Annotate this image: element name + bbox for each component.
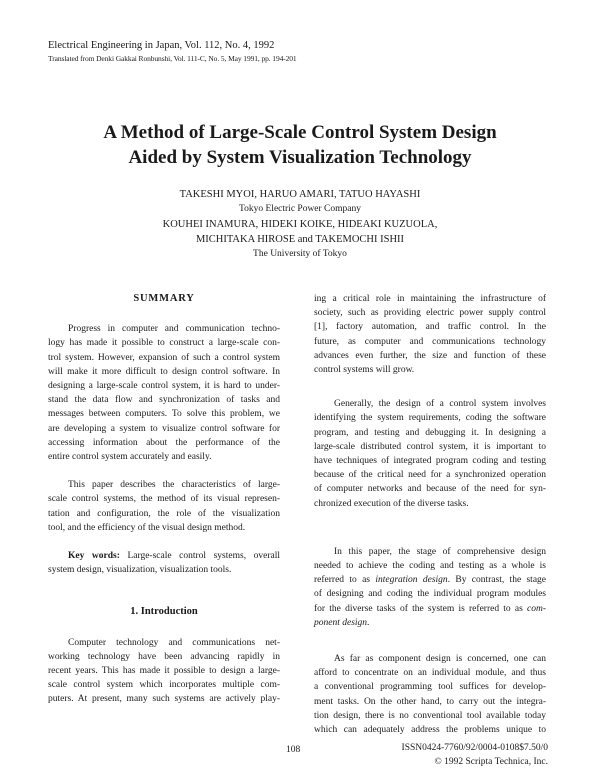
text-line: scale control systems, the method of its visual represen- xyxy=(48,494,280,505)
keywords xyxy=(48,549,280,577)
keywords-label: Key words: xyxy=(68,551,120,562)
text-line: Progress in computer and communication techno- xyxy=(68,324,280,335)
intro-paragraph-1-continued xyxy=(314,292,546,377)
authors-line-3: MICHITAKA HIROSE and TAKEMOCHI ISHII xyxy=(195,234,405,245)
text-line: because of the critical need for a synchronized operation xyxy=(314,470,546,481)
text-line: will make it more difficult to design control software. In xyxy=(48,366,280,377)
text-line: of designing and coding the individual program modules xyxy=(314,589,546,600)
journal-citation: Electrical Engineering in Japan, Vol. 112, No. 4, 1992 xyxy=(48,40,275,51)
text-segment: for the diverse tasks of the system is referred to as xyxy=(314,603,527,614)
text-line: society, such as providing electric power supply control xyxy=(314,308,546,319)
text-line: advances even further, the size and function of these xyxy=(314,350,546,361)
summary-paragraph-1 xyxy=(48,322,280,464)
text-line: are developing a system to visualize control software for xyxy=(48,423,280,434)
summary-paragraph-2 xyxy=(48,478,280,535)
issn: ISSN0424-7760/92/0004-0108$7.50/0 xyxy=(401,743,548,753)
text-line: system design, visualization, visualization tools. xyxy=(48,565,232,576)
keywords-text: Large-scale control systems, overall xyxy=(127,551,281,562)
text-line: tool, and the efficiency of the visual design method. xyxy=(48,522,246,533)
text-line: a conventional programming tool suffices for develop- xyxy=(314,682,546,693)
text-line: Computer technology and communications net- xyxy=(68,637,280,648)
text-line: Generally, the design of a control system involves xyxy=(334,399,546,410)
text-line xyxy=(314,616,546,630)
authors-line-1: TAKESHI MYOI, HARUO AMARI, TATUO HAYASHI xyxy=(179,189,421,200)
term-component-design-part2: ponent design xyxy=(314,617,368,628)
paper-title xyxy=(0,120,600,170)
keywords-line xyxy=(48,549,280,563)
affiliation-2: The University of Tokyo xyxy=(253,249,347,259)
text-line: have techniques of integrated program coding and testing xyxy=(314,456,546,467)
text-line: logy has made it possible to construct a large-scale con- xyxy=(48,338,280,349)
page-number: 108 xyxy=(286,745,301,755)
text-line: control systems will grow. xyxy=(314,365,415,376)
text-segment: . By contrast, the stage xyxy=(447,575,547,586)
text-line: program, and testing and debugging it. In designing a xyxy=(314,427,546,438)
summary-heading: SUMMARY xyxy=(133,293,195,304)
right-column xyxy=(314,292,546,737)
text-line: working technology have been advancing rapidly in xyxy=(48,651,280,662)
translation-note: Translated from Denki Gakkai Ronbunshi, Vol. 111-C, No. 5, May 1991, pp. 194-201 xyxy=(48,54,297,63)
text-line: puters. At present, many such systems are actively play- xyxy=(48,694,280,705)
text-line: large-scale distributed control system, it is important to xyxy=(314,441,546,452)
text-line: of computer networks and because of the need for syn- xyxy=(314,484,546,495)
title-line-2: Aided by System Visualization Technology xyxy=(128,147,472,168)
text-line: which can adequately address the problems unique to xyxy=(314,725,546,736)
text-line: entire control system accurately and easily. xyxy=(48,452,212,463)
term-integration-design: integration design xyxy=(375,575,448,586)
text-line: [1], factory automation, and traffic control. In the xyxy=(314,322,546,333)
text-line: As far as component design is concerned, one can xyxy=(334,654,546,665)
text-line: needed to achieve the coding and testing as a whole is xyxy=(314,561,546,572)
text-line: ing a critical role in maintaining the infrastructure of xyxy=(314,294,546,304)
text-line: trol system. However, expansion of such a control system xyxy=(48,352,280,363)
intro-paragraph-1 xyxy=(48,636,280,707)
text-line: In this paper, the stage of comprehensive design xyxy=(334,546,546,557)
text-line xyxy=(314,602,546,616)
text-line: designing a large-scale control system, it is hard to under- xyxy=(48,381,280,392)
text-line: chronized execution of the diverse tasks. xyxy=(314,498,469,509)
text-line: scale control system which incorporates multiple com- xyxy=(48,680,280,691)
text-line xyxy=(314,573,546,587)
intro-paragraph-3 xyxy=(314,545,546,630)
text-line: tion design, there is no conventional tool available today xyxy=(314,710,546,721)
copyright: © 1992 Scripta Technica, Inc. xyxy=(434,757,548,767)
affiliation-1: Tokyo Electric Power Company xyxy=(238,204,361,214)
authors-line-2: KOUHEI INAMURA, HIDEKI KOIKE, HIDEAKI KUZUOLA, xyxy=(162,219,438,230)
author-block xyxy=(0,187,600,262)
text-segment: referred to as xyxy=(314,575,376,586)
text-line: This paper describes the characteristics of large- xyxy=(68,480,280,491)
text-line: recent years. This has made it possible to design a large- xyxy=(48,666,280,677)
left-column xyxy=(48,292,280,707)
title-line-1: A Method of Large-Scale Control System Design xyxy=(103,122,497,143)
text-line: ment tasks. On the other hand, to carry out the integra- xyxy=(314,696,546,707)
term-component-design-part1: com- xyxy=(527,603,546,614)
text-segment: . xyxy=(367,617,370,628)
text-line: stand the data flow and synchronization of tasks and xyxy=(48,395,280,406)
text-line: afford to concentrate on an individual module, and thus xyxy=(314,668,546,679)
text-line: identifying the system requirements, coding the software xyxy=(314,413,546,424)
text-line: future, as computer and communications technology xyxy=(314,336,546,347)
intro-paragraph-4 xyxy=(314,652,546,737)
text-line: messages between computers. To solve this problem, we xyxy=(48,409,280,420)
text-line: tation and configuration, the role of the visualization xyxy=(48,508,280,519)
text-line: accessing information about the performance of the xyxy=(48,437,280,448)
introduction-heading: 1. Introduction xyxy=(130,606,198,618)
intro-paragraph-2 xyxy=(314,397,546,511)
